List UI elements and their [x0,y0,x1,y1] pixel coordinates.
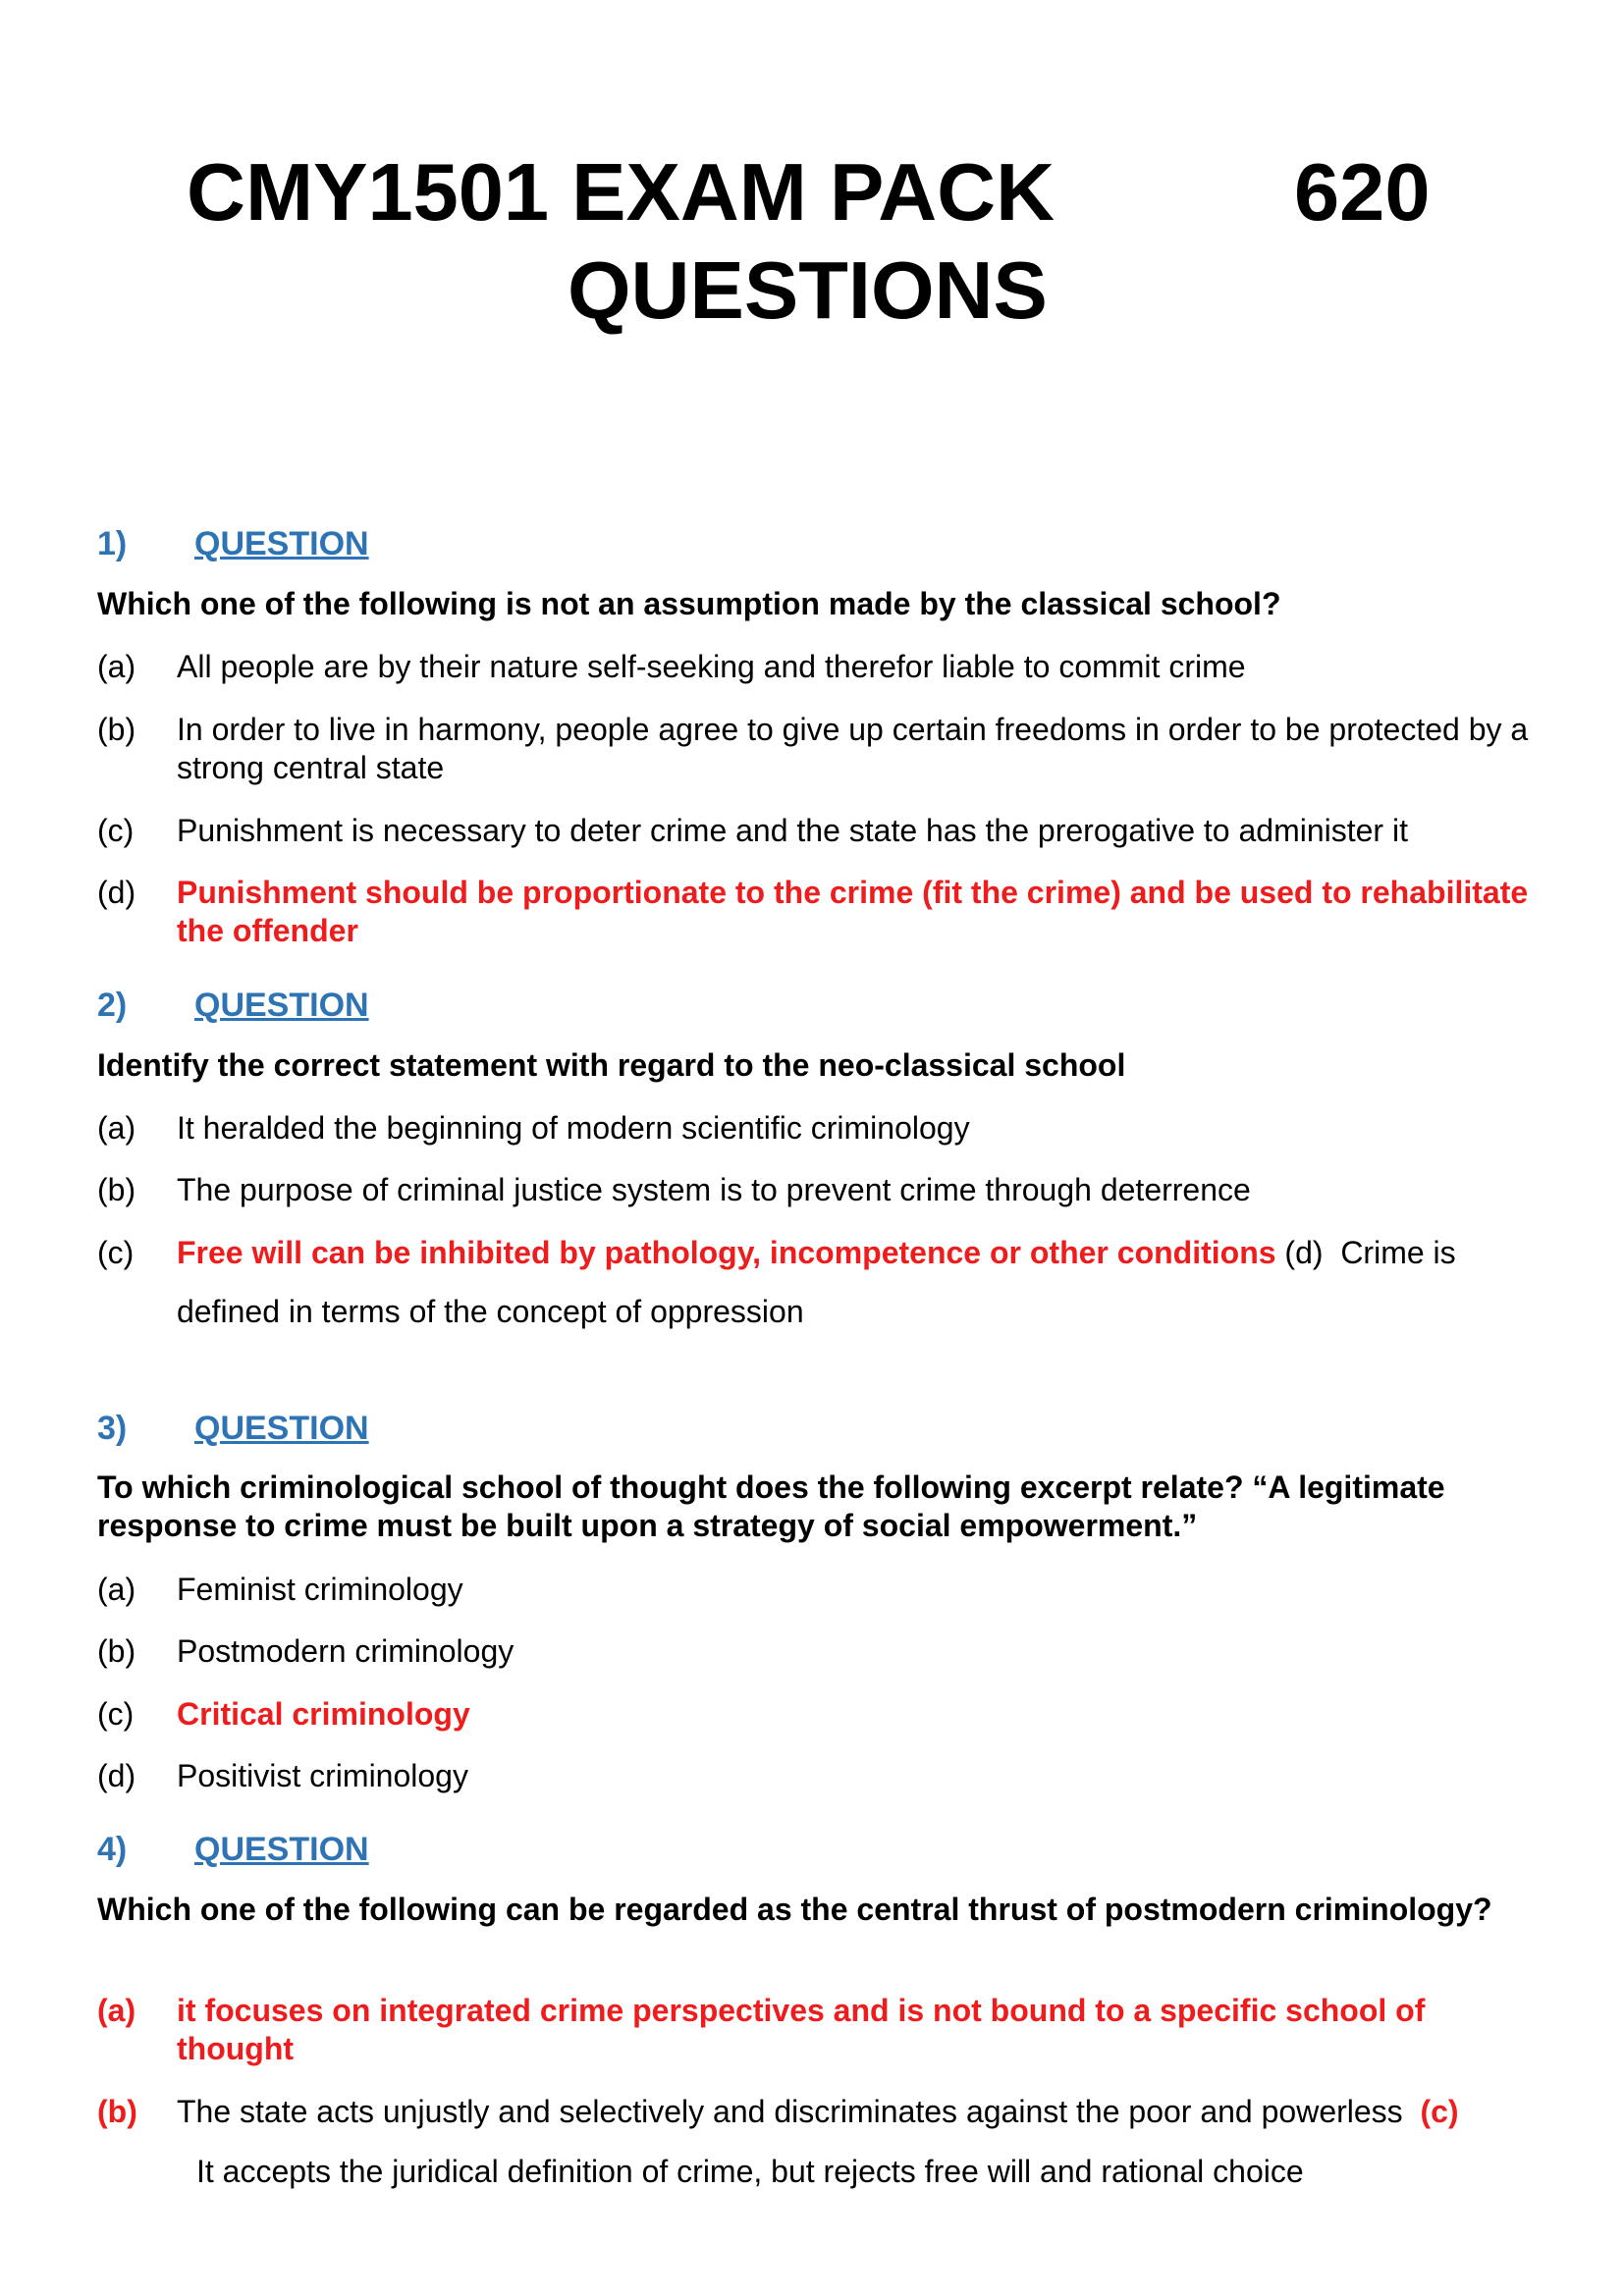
option-4a-correct [97,1992,1550,2068]
option-text: it focuses on integrated crime perspectives and is not bound to a specific school of thought [177,1993,1426,2066]
option-text: The purpose of criminal justice system is to prevent crime through deterrence [177,1172,1251,1207]
option-2d-text-start: Crime is [1340,1235,1456,1270]
option-3c-correct [97,1695,1550,1734]
option-2d-continued: defined in terms of the concept of oppression [177,1294,804,1329]
option-text: Positivist criminology [177,1758,468,1793]
option-text-correct: Free will can be inhibited by pathology, incompetence or other conditions [177,1235,1276,1270]
question-3-text: To which criminological school of thought does the following excerpt relate? “A legitimate response to crime must be built upon a strategy of social empowerment.” [97,1469,1445,1543]
option-4b-line [177,2093,1459,2131]
option-4b [97,2093,1459,2131]
option-text: Postmodern criminology [177,1633,514,1669]
option-label: (c) [97,1696,135,1732]
option-1b [97,711,1550,787]
question-link[interactable]: QUESTION [194,525,369,562]
option-label: (a) [97,1572,136,1607]
option-3b [97,1632,1550,1671]
option-label: (d) [97,875,136,910]
option-label: (a) [97,1993,136,2028]
option-2c-correct [97,1234,1456,1272]
question-number: 2) [97,987,128,1024]
option-1d-correct [97,874,1550,950]
option-text: Punishment is necessary to deter crime and the state has the prerogative to administer it [177,813,1408,848]
title-questions: QUESTIONS [568,244,1048,336]
option-3d [97,1757,1550,1795]
option-label: (a) [97,649,136,684]
title-question-count: 620 [1294,146,1431,238]
title-exam-pack: CMY1501 EXAM PACK [187,146,1056,238]
option-text: Critical criminology [177,1696,470,1732]
option-3a [97,1571,1550,1609]
option-text: The state acts unjustly and selectively and discriminates against the poor and powerless [177,2094,1403,2129]
option-text: It heralded the beginning of modern scientific criminology [177,1110,970,1146]
option-label: (b) [97,1633,136,1669]
option-text: Punishment should be proportionate to the crime (fit the crime) and be used to rehabilitate the offender [177,875,1529,948]
option-2c-line [177,1234,1456,1272]
option-label: (c) [97,813,135,848]
question-number: 1) [97,525,128,562]
option-label: (d) [97,1758,136,1793]
question-1-text: Which one of the following is not an assumption made by the classical school? [97,586,1281,621]
question-link[interactable]: QUESTION [194,987,369,1024]
option-4c-text: It accepts the juridical definition of crime, but rejects free will and rational choice [196,2154,1304,2189]
question-number: 3) [97,1410,128,1447]
option-2a [97,1109,1550,1148]
option-2d-label: (d) [1284,1235,1324,1270]
option-label: (b) [97,1172,136,1207]
question-link[interactable]: QUESTION [194,1831,369,1868]
option-1a [97,648,1550,686]
option-label: (a) [97,1110,136,1146]
question-2-text: Identify the correct statement with regard to the neo-classical school [97,1047,1126,1083]
option-label: (b) [97,712,136,747]
question-4-text: Which one of the following can be regarded as the central thrust of postmodern criminology? [97,1892,1492,1927]
option-label: (c) [97,1235,135,1270]
option-text: Feminist criminology [177,1572,463,1607]
question-link[interactable]: QUESTION [194,1410,369,1447]
option-4c-label: (c) [1420,2094,1459,2129]
option-1c [97,812,1550,850]
option-2b [97,1171,1550,1209]
option-text: In order to live in harmony, people agree to give up certain freedoms in order to be protected by a strong central state [177,712,1529,785]
option-text: All people are by their nature self-seeking and therefor liable to commit crime [177,649,1246,684]
question-number: 4) [97,1831,128,1868]
option-label: (b) [97,2094,137,2129]
